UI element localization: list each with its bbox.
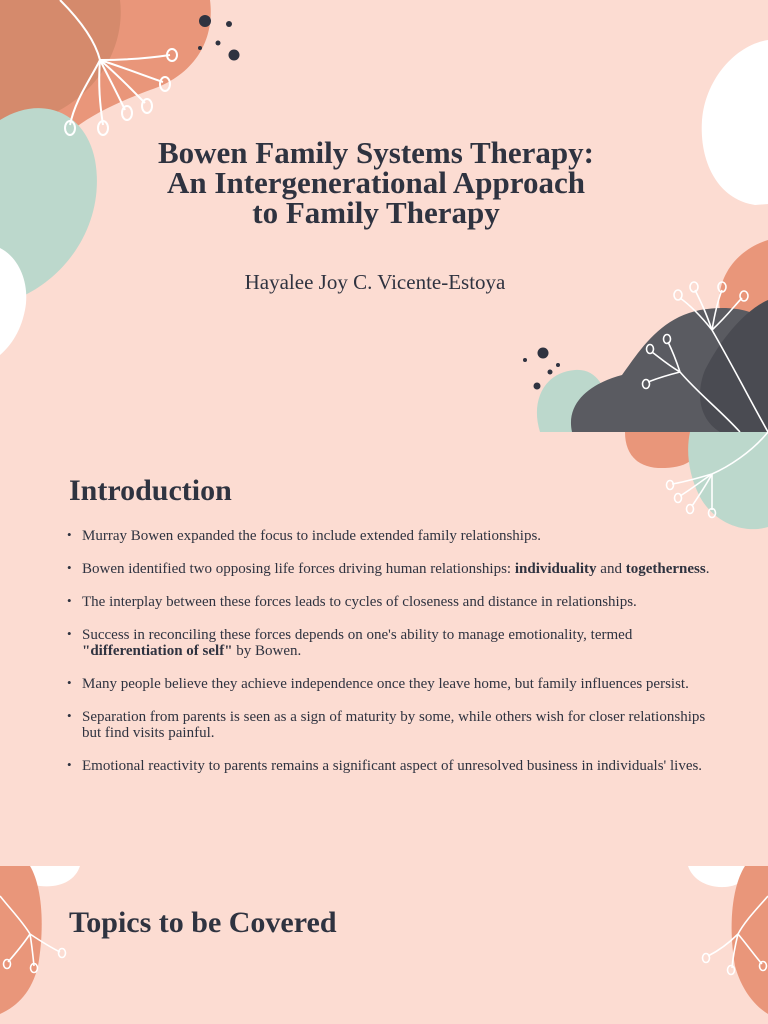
topics-slide — [0, 866, 768, 1024]
bullet-text: Bowen identified two opposing life forces driving human relationships: — [82, 561, 515, 577]
bullet-text: The interplay between these forces leads to cycles of closeness and distance in relationships. — [82, 594, 637, 610]
bullet-emphasis: individuality — [514, 561, 597, 577]
white-blob-topics-right — [688, 866, 746, 887]
bullet-text: . — [705, 561, 710, 577]
author-name: Hayalee Joy C. Vicente-Estoya — [244, 270, 506, 294]
bullet-emphasis: togetherness — [625, 561, 706, 577]
bullet-text: Separation from parents is seen as a sign of maturity by some, while others wish for closer relationships but find visits painful. — [82, 709, 706, 741]
bullet-text: and — [596, 561, 626, 577]
bullet-item — [67, 758, 727, 774]
title-slide — [0, 0, 768, 432]
bullet-text: Murray Bowen expanded the focus to include extended family relationships. — [82, 528, 542, 544]
bullet-item — [67, 561, 727, 577]
bullet-text: Many people believe they achieve independence once they leave home, but family influences persist. — [82, 676, 689, 692]
bullet-item — [67, 627, 727, 659]
bullet-text: Emotional reactivity to parents remains a significant aspect of unresolved business in individuals' lives. — [82, 758, 703, 774]
bullet-text: Success in reconciling these forces depends on one's ability to manage emotionality, termed — [82, 627, 633, 643]
bullet-item — [67, 709, 727, 741]
peach-blob-topics-left — [0, 866, 42, 1014]
bullet-list — [67, 528, 727, 791]
decorative-shapes-topics — [0, 866, 768, 1024]
section-heading: Introduction — [69, 474, 232, 507]
section-heading-topics: Topics to be Covered — [69, 906, 337, 939]
bullet-item — [67, 594, 727, 610]
white-blob-right — [702, 40, 768, 205]
presentation-title: Bowen Family Systems Therapy: An Intergenerational Approach to Family Therapy — [157, 135, 594, 230]
sage-blob-intro — [688, 432, 768, 529]
bullet-item — [67, 528, 727, 544]
introduction-slide — [0, 432, 768, 866]
bullet-item — [67, 676, 727, 692]
bullet-text: by Bowen. — [232, 643, 302, 659]
bullet-emphasis: "differentiation of self" — [82, 643, 233, 659]
